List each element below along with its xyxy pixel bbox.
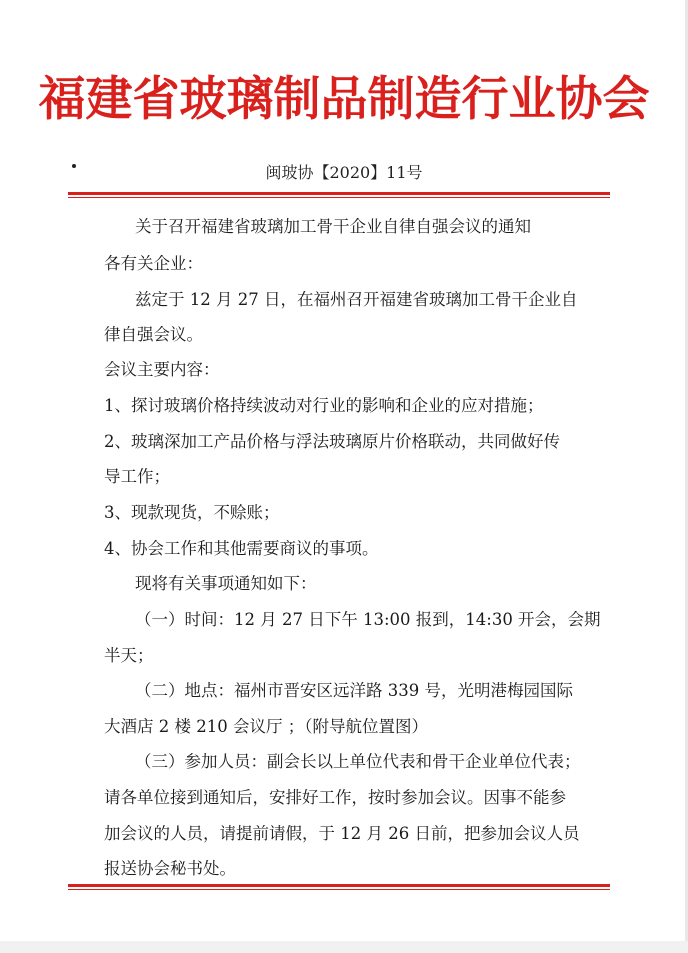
list-item: 4、协会工作和其他需要商议的事项。 (104, 539, 379, 558)
bottom-red-rule-thin (68, 889, 610, 890)
list-item: 1、探讨玻璃价格持续波动对行业的影响和企业的应对措施； (104, 396, 544, 415)
document-number: 闽玻协【2020】11号 (265, 163, 423, 182)
attendee-line: 请各单位接到通知后，安排好工作，按时参加会议。因事不能参 (104, 788, 566, 807)
list-item: 3、现款现货，不赊账； (104, 503, 280, 522)
bottom-red-rule-thick (68, 884, 610, 887)
notice-title: 关于召开福建省玻璃加工骨干企业自律自强会议的通知 (135, 217, 531, 236)
time-line: 半天； (104, 646, 154, 665)
top-red-rule-thin (68, 197, 610, 198)
attendee-line: （三）参加人员：副会长以上单位代表和骨干企业单位代表； (135, 752, 581, 771)
place-line: （二）地点：福州市晋安区远洋路 339 号，光明港梅园国际 (135, 681, 573, 700)
notify-intro: 现将有关事项通知如下： (135, 574, 317, 593)
list-item: 2、玻璃深加工产品价格与浮法玻璃原片价格联动，共同做好传 (104, 432, 560, 451)
paragraph-line: 兹定于 12 月 27 日，在福州召开福建省玻璃加工骨干企业自 (135, 290, 578, 309)
organization-title: 福建省玻璃制品制造行业协会 (38, 72, 650, 127)
content-heading: 会议主要内容： (104, 360, 220, 379)
paragraph-line: 律自强会议。 (104, 325, 203, 344)
page-bottom-edge (0, 941, 688, 953)
attendee-line: 报送协会秘书处。 (104, 859, 236, 878)
salutation: 各有关企业： (104, 254, 203, 273)
time-line: （一）时间：12 月 27 日下午 13:00 报到，14:30 开会，会期 (135, 610, 601, 629)
list-item-continuation: 导工作； (104, 467, 170, 486)
place-line: 大酒店 2 楼 210 会议厅 ；（附导航位置图） (104, 717, 428, 736)
top-red-rule-thick (68, 192, 610, 195)
attendee-line: 加会议的人员，请提前请假，于 12 月 26 日前，把参加会议人员 (104, 824, 580, 843)
